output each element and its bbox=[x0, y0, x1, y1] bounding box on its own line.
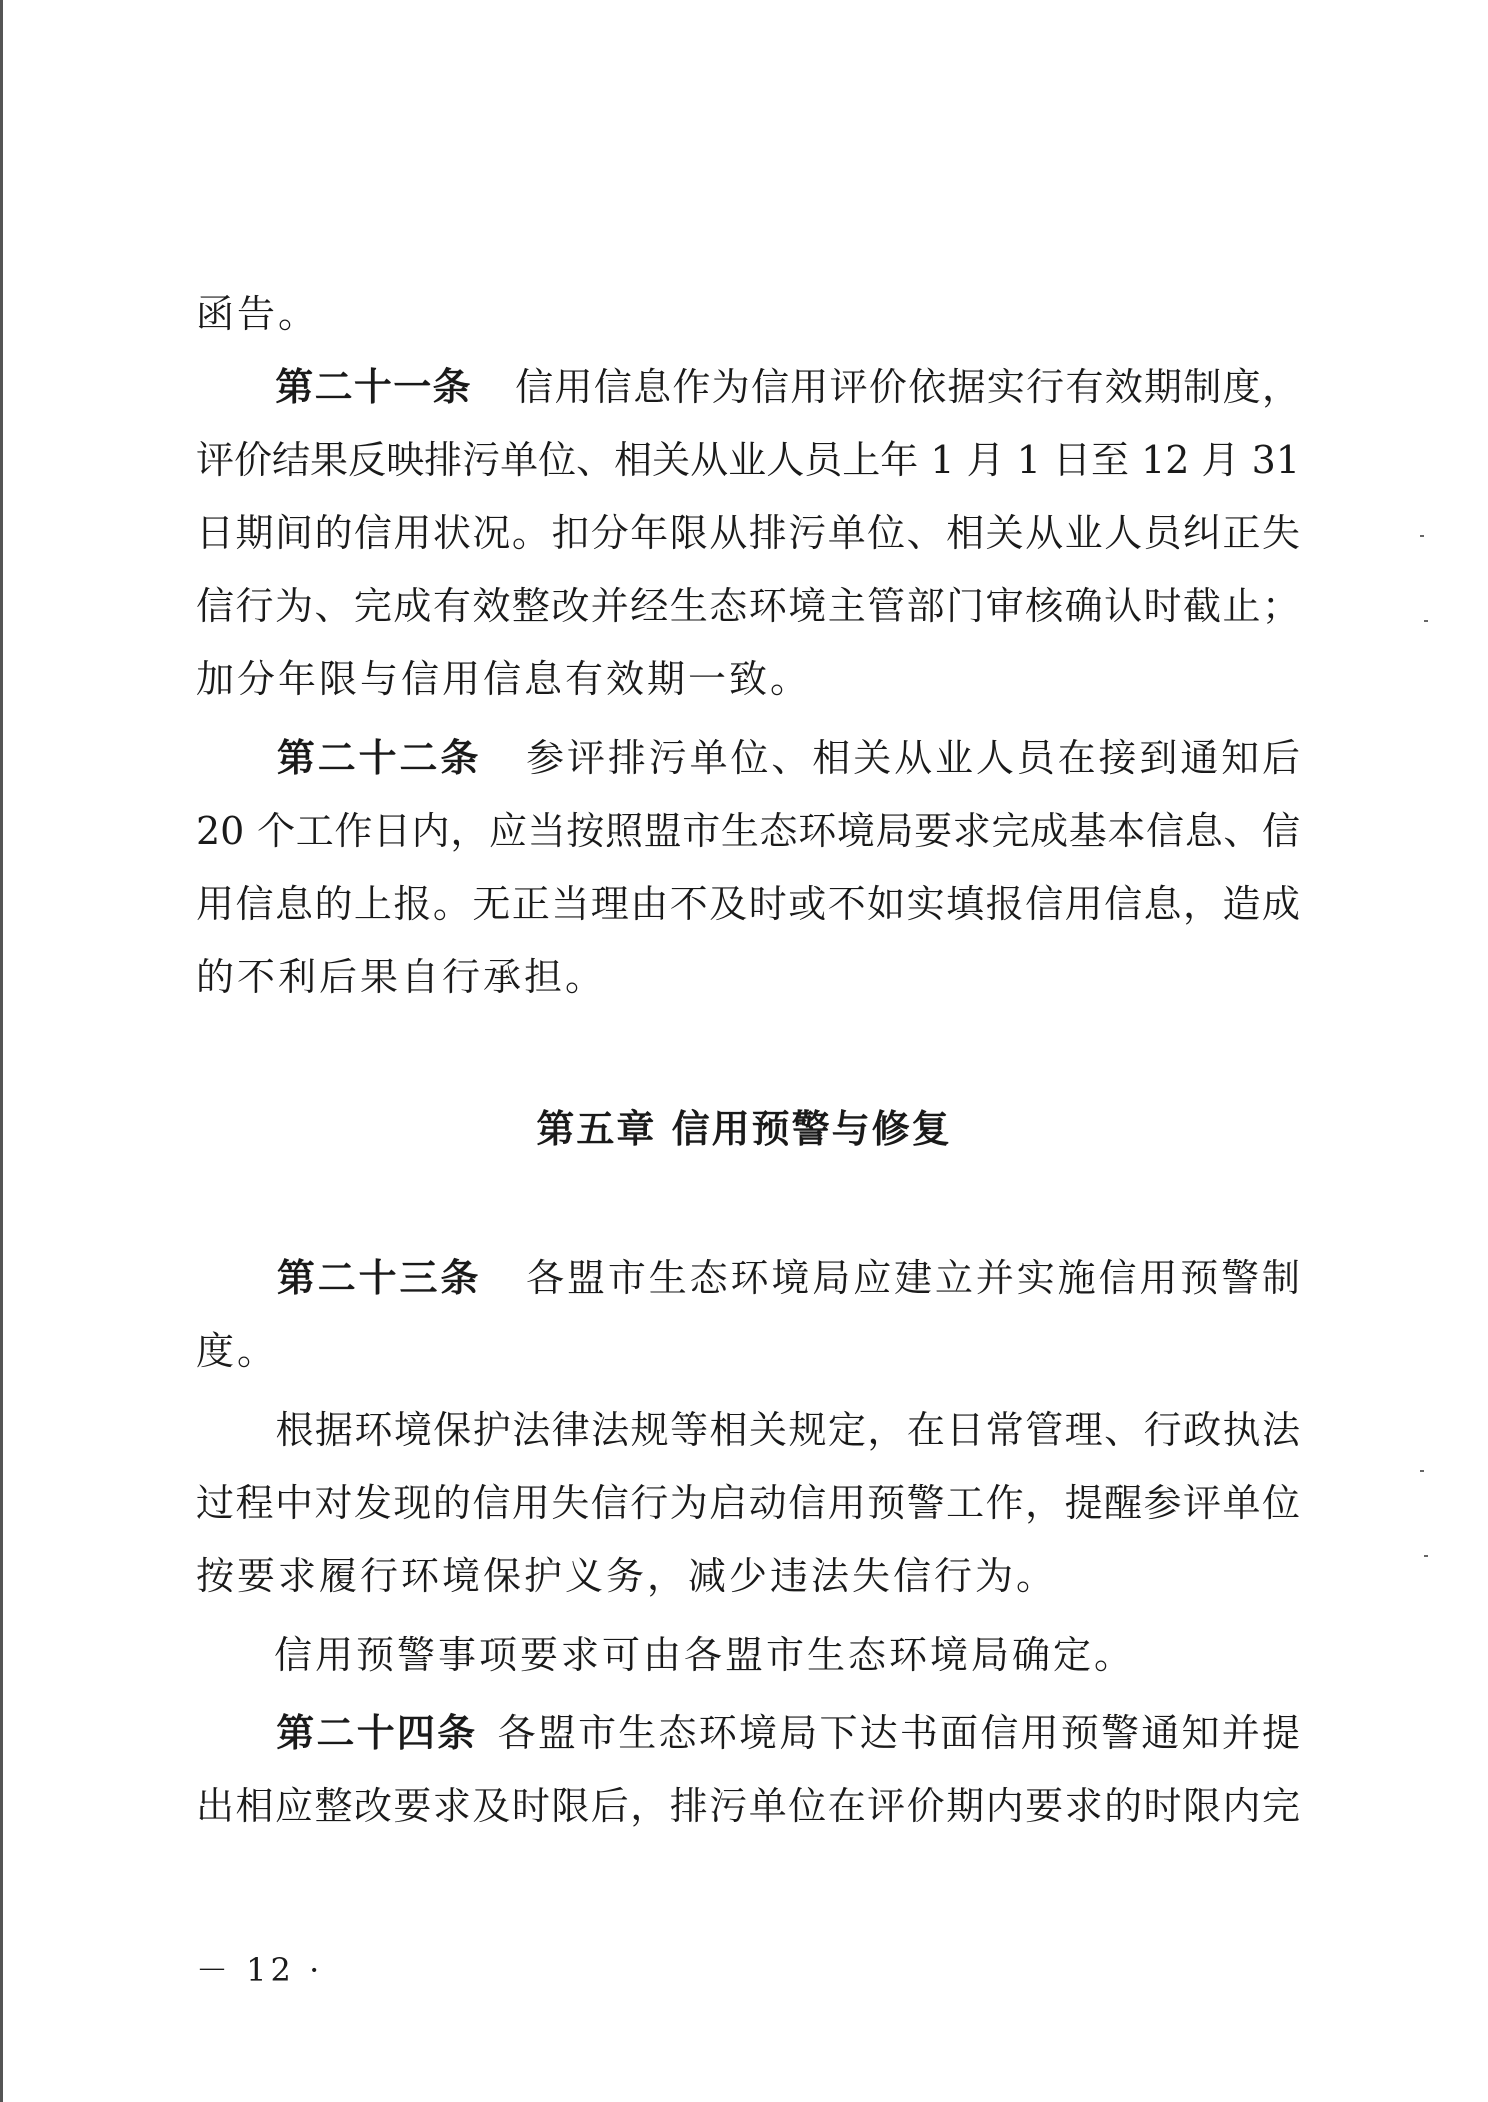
article-22-heading: 第二十二条 bbox=[274, 736, 482, 780]
text-line: 按要求履行环境保护义务，减少违法失信行为。 bbox=[196, 1554, 1058, 1598]
article-22-text: 参评排污单位、相关从业人员在接到通知后 bbox=[523, 736, 1300, 780]
text-line: 评价结果反映排污单位、相关从业人员上年 1 月 1 日至 12 月 31 bbox=[196, 438, 1300, 482]
text-line: 加分年限与信用信息有效期一致。 bbox=[196, 657, 812, 701]
paragraph-line bbox=[196, 1406, 1300, 1454]
article-21-text: 信用信息作为信用评价依据实行有效期制度， bbox=[513, 365, 1300, 409]
chapter-title: 第五章 信用预警与修复 bbox=[536, 1107, 952, 1151]
article-22-line-1 bbox=[196, 734, 1300, 782]
paragraph-text: 根据环境保护法律法规等相关规定，在日常管理、行政执法 bbox=[274, 1408, 1300, 1452]
scan-mark bbox=[1424, 1555, 1428, 1557]
article-24-heading: 第二十四条 bbox=[274, 1711, 478, 1755]
article-21-heading: 第二十一条 bbox=[274, 365, 472, 409]
article-24-line-1 bbox=[196, 1709, 1300, 1757]
paragraph-line bbox=[196, 1631, 1300, 1679]
article-21-line-1 bbox=[196, 363, 1300, 411]
article-23-line-1 bbox=[196, 1254, 1300, 1302]
text-line: 用信息的上报。无正当理由不及时或不如实填报信用信息，造成 bbox=[196, 882, 1300, 926]
text-line: 过程中对发现的信用失信行为启动信用预警工作，提醒参评单位 bbox=[196, 1481, 1300, 1525]
scan-mark bbox=[1424, 620, 1428, 622]
text-line: 信行为、完成有效整改并经生态环境主管部门审核确认时截止； bbox=[196, 584, 1300, 628]
scan-mark bbox=[1420, 535, 1424, 537]
text-line: 日期间的信用状况。扣分年限从排污单位、相关从业人员纠正失 bbox=[196, 511, 1300, 555]
scan-mark bbox=[1420, 1470, 1424, 1472]
text-line: 函告。 bbox=[196, 292, 320, 336]
article-24-text: 各盟市生态环境局下达书面信用预警通知并提 bbox=[495, 1711, 1300, 1755]
page-number: － 12 · bbox=[196, 1951, 324, 1989]
page-border bbox=[0, 0, 3, 2102]
article-23-heading: 第二十三条 bbox=[274, 1256, 482, 1300]
text-line: 20 个工作日内，应当按照盟市生态环境局要求完成基本信息、信 bbox=[196, 809, 1300, 853]
paragraph-text: 信用预警事项要求可由各盟市生态环境局确定。 bbox=[274, 1633, 1136, 1677]
article-23-text: 各盟市生态环境局应建立并实施信用预警制 bbox=[523, 1256, 1300, 1300]
text-line: 出相应整改要求及时限后，排污单位在评价期内要求的时限内完 bbox=[196, 1784, 1300, 1828]
text-line: 度。 bbox=[196, 1329, 279, 1373]
text-line: 的不利后果自行承担。 bbox=[196, 955, 607, 999]
